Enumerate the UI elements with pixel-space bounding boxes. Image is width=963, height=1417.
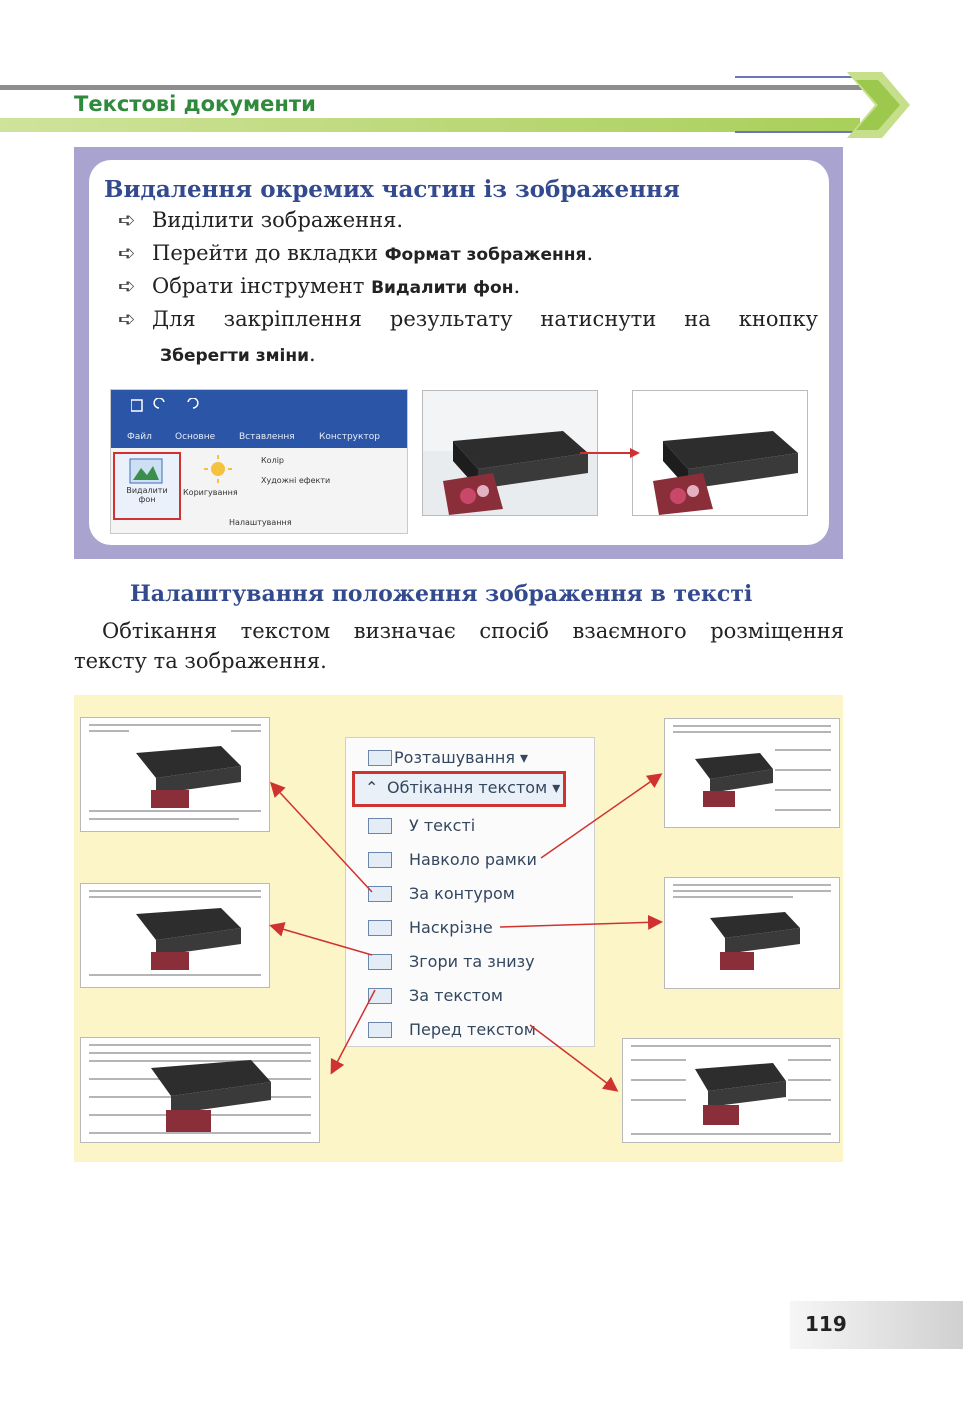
menu-item-square[interactable]: Навколо рамки <box>409 850 537 869</box>
wrap-text-button[interactable]: ⌃ Обтікання текстом ▾ <box>352 771 566 807</box>
chevron-right-icon <box>842 70 912 140</box>
menu-item-front[interactable]: Перед текстом <box>409 1020 536 1039</box>
header-band <box>0 118 860 132</box>
step-item: ➪ Виділити зображення. <box>118 208 404 232</box>
paragraph-line: тексту та зображення. <box>74 649 327 673</box>
position-menu-button[interactable]: Розташування ▾ <box>394 748 529 767</box>
document-thumbnail <box>623 1039 839 1142</box>
wrap-front-icon <box>368 1022 392 1038</box>
chevron-up-icon: ⌃ <box>365 778 379 797</box>
wrap-tight-icon <box>368 886 392 902</box>
printer-image-original <box>422 390 598 516</box>
wrap-example-document <box>80 1037 320 1143</box>
ribbon-group-label: Налаштування <box>229 518 292 527</box>
document-thumbnail <box>81 884 269 987</box>
sun-icon <box>203 454 233 484</box>
page-number: 119 <box>805 1312 847 1336</box>
step-item: ➪ Для закріплення результату натиснути на кнопку <box>118 307 818 331</box>
remove-background-button[interactable]: Видалити фон <box>113 452 181 520</box>
menu-item-top-bottom[interactable]: Згори та знизу <box>409 952 535 971</box>
document-thumbnail <box>665 878 839 988</box>
arrow-bullet-icon: ➪ <box>118 241 136 265</box>
document-thumbnail <box>81 1038 319 1142</box>
printer-image-result <box>632 390 808 516</box>
menu-item-tight[interactable]: За контуром <box>409 884 515 903</box>
document-thumbnail <box>81 718 269 831</box>
wrap-example-document <box>80 717 270 832</box>
header-rule <box>0 85 870 90</box>
step-item: ➪ Обрати інструмент Видалити фон. <box>118 274 521 298</box>
step-item: ➪ Перейти до вкладки Формат зображення. <box>118 241 594 265</box>
color-button[interactable]: Колір <box>261 456 284 465</box>
ribbon-screenshot <box>110 389 408 534</box>
position-icon <box>368 750 392 766</box>
ribbon-tab[interactable]: Файл <box>127 432 152 442</box>
menu-item-through[interactable]: Наскрізне <box>409 918 493 937</box>
step-item-continuation: Зберегти зміни. <box>160 342 316 366</box>
menu-item-inline[interactable]: У тексті <box>409 816 476 835</box>
corrections-button[interactable]: Коригування <box>183 488 238 497</box>
wrap-example-document <box>664 877 840 989</box>
arrow-right-icon <box>580 446 640 460</box>
wrap-example-document <box>664 718 840 828</box>
printer-image <box>423 391 597 515</box>
remove-background-icon <box>129 458 163 484</box>
wrap-square-icon <box>368 852 392 868</box>
wrap-text-menu <box>345 737 595 1047</box>
menu-item-behind[interactable]: За текстом <box>409 986 503 1005</box>
artistic-effects-button[interactable]: Художні ефекти <box>261 476 331 485</box>
arrow-bullet-icon: ➪ <box>118 274 136 298</box>
quick-access-icons <box>131 398 211 414</box>
printer-image <box>633 391 807 515</box>
wrap-behind-icon <box>368 988 392 1004</box>
instruction-title: Видалення окремих частин із зображення <box>104 176 680 203</box>
wrap-example-document <box>80 883 270 988</box>
section-title: Налаштування положення зображення в тексті <box>130 581 753 607</box>
page-header-title: Текстові документи <box>74 92 316 116</box>
wrap-inline-icon <box>368 818 392 834</box>
arrow-bullet-icon: ➪ <box>118 307 136 331</box>
wrap-example-document <box>622 1038 840 1143</box>
wrap-through-icon <box>368 920 392 936</box>
arrow-bullet-icon: ➪ <box>118 208 136 232</box>
wrap-top-bottom-icon <box>368 954 392 970</box>
ribbon-tab[interactable]: Вставлення <box>239 432 295 442</box>
ribbon-tab[interactable]: Основне <box>175 432 216 442</box>
paragraph-line: Обтікання текстом визначає спосіб взаємного розміщення <box>102 619 844 643</box>
ribbon-tab[interactable]: Конструктор <box>319 432 380 442</box>
document-thumbnail <box>665 719 839 827</box>
